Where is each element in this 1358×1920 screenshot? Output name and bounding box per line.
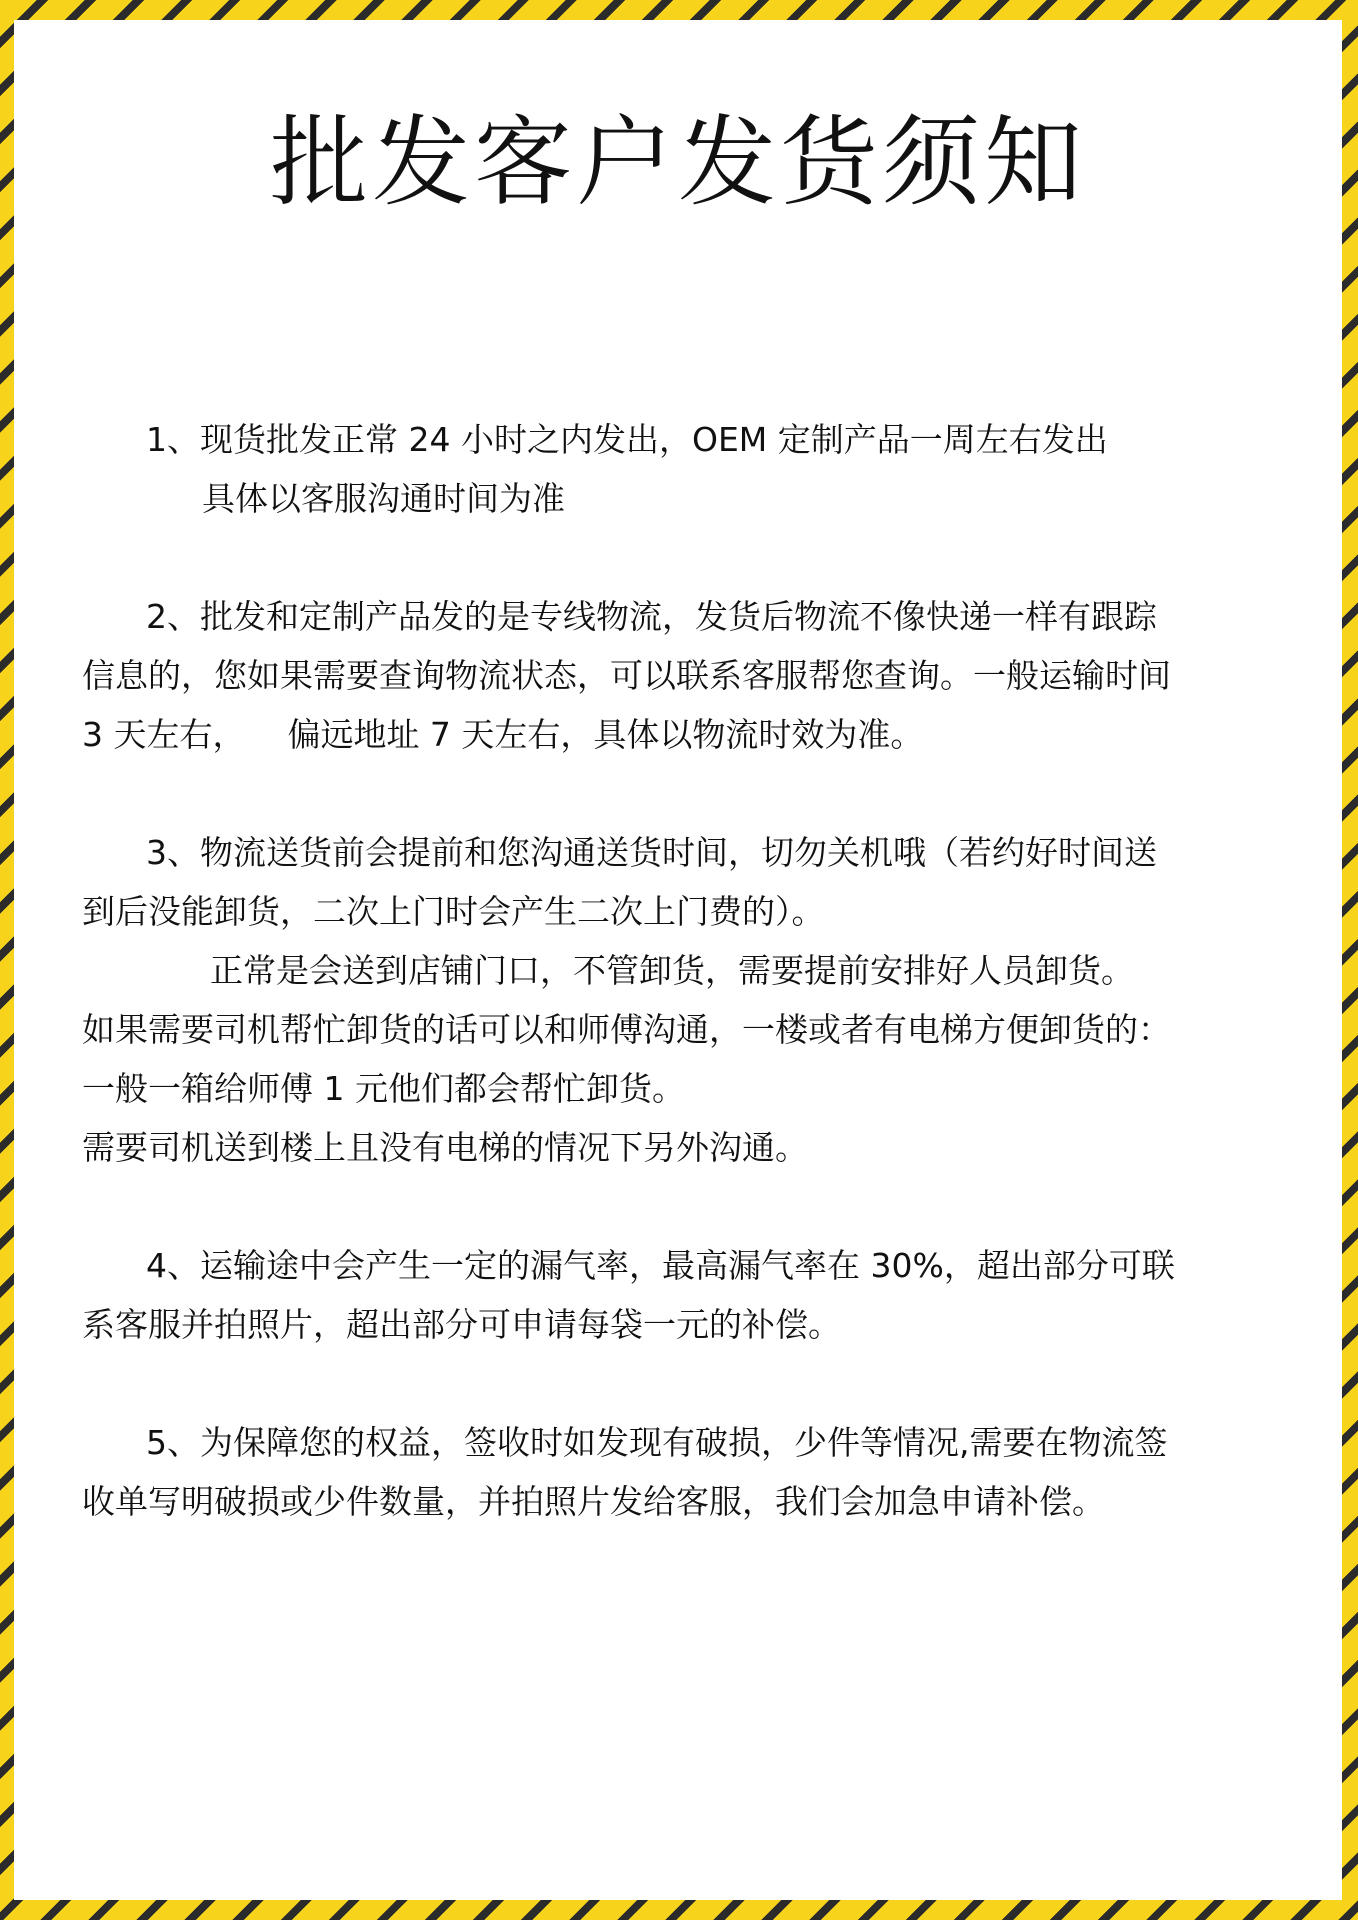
spacer <box>82 1354 1302 1413</box>
item-2-line-3: 3 天左右， 偏远地址 7 天左右，具体以物流时效为准。 <box>82 715 924 754</box>
item-3-line-4: 如果需要司机帮忙卸货的话可以和师傅沟通，一楼或者有电梯方便卸货的： <box>82 1010 1171 1049</box>
item-1-line-1: 1、现货批发正常 24 小时之内发出，OEM 定制产品一周左右发出 <box>146 420 1108 459</box>
notice-paper <box>14 20 1342 1900</box>
item-3-line-3: 正常是会送到店铺门口，不管卸货，需要提前安排好人员卸货。 <box>210 951 1134 990</box>
item-3-line-1: 3、物流送货前会提前和您沟通送货时间，切勿关机哦（若约好时间送 <box>146 833 1157 872</box>
spacer <box>82 1177 1302 1236</box>
item-2-line-1: 2、批发和定制产品发的是专线物流，发货后物流不像快递一样有跟踪 <box>146 597 1157 636</box>
item-4-line-1: 4、运输途中会产生一定的漏气率，最高漏气率在 30%，超出部分可联 <box>146 1246 1175 1285</box>
notice-body <box>82 410 1302 1531</box>
notice-item-5 <box>82 1413 1302 1531</box>
spacer <box>82 764 1302 823</box>
spacer <box>82 528 1302 587</box>
notice-item-1 <box>82 410 1302 528</box>
notice-item-3 <box>82 823 1302 1177</box>
page-title: 批发客户发货须知 <box>269 106 1086 220</box>
item-1-line-2: 具体以客服沟通时间为准 <box>202 479 565 518</box>
item-5-line-1: 5、为保障您的权益，签收时如发现有破损，少件等情况,需要在物流签 <box>146 1423 1168 1462</box>
item-3-line-6: 需要司机送到楼上且没有电梯的情况下另外沟通。 <box>82 1128 808 1167</box>
item-3-line-5: 一般一箱给师傅 1 元他们都会帮忙卸货。 <box>82 1069 685 1108</box>
item-2-line-2: 信息的，您如果需要查询物流状态，可以联系客服帮您查询。一般运输时间 <box>82 656 1171 695</box>
item-5-line-2: 收单写明破损或少件数量，并拍照片发给客服，我们会加急申请补偿。 <box>82 1482 1105 1521</box>
notice-item-2 <box>82 587 1302 764</box>
item-3-line-2: 到后没能卸货，二次上门时会产生二次上门费的）。 <box>82 892 825 931</box>
notice-item-4 <box>82 1236 1302 1354</box>
item-4-line-2: 系客服并拍照片，超出部分可申请每袋一元的补偿。 <box>82 1305 841 1344</box>
